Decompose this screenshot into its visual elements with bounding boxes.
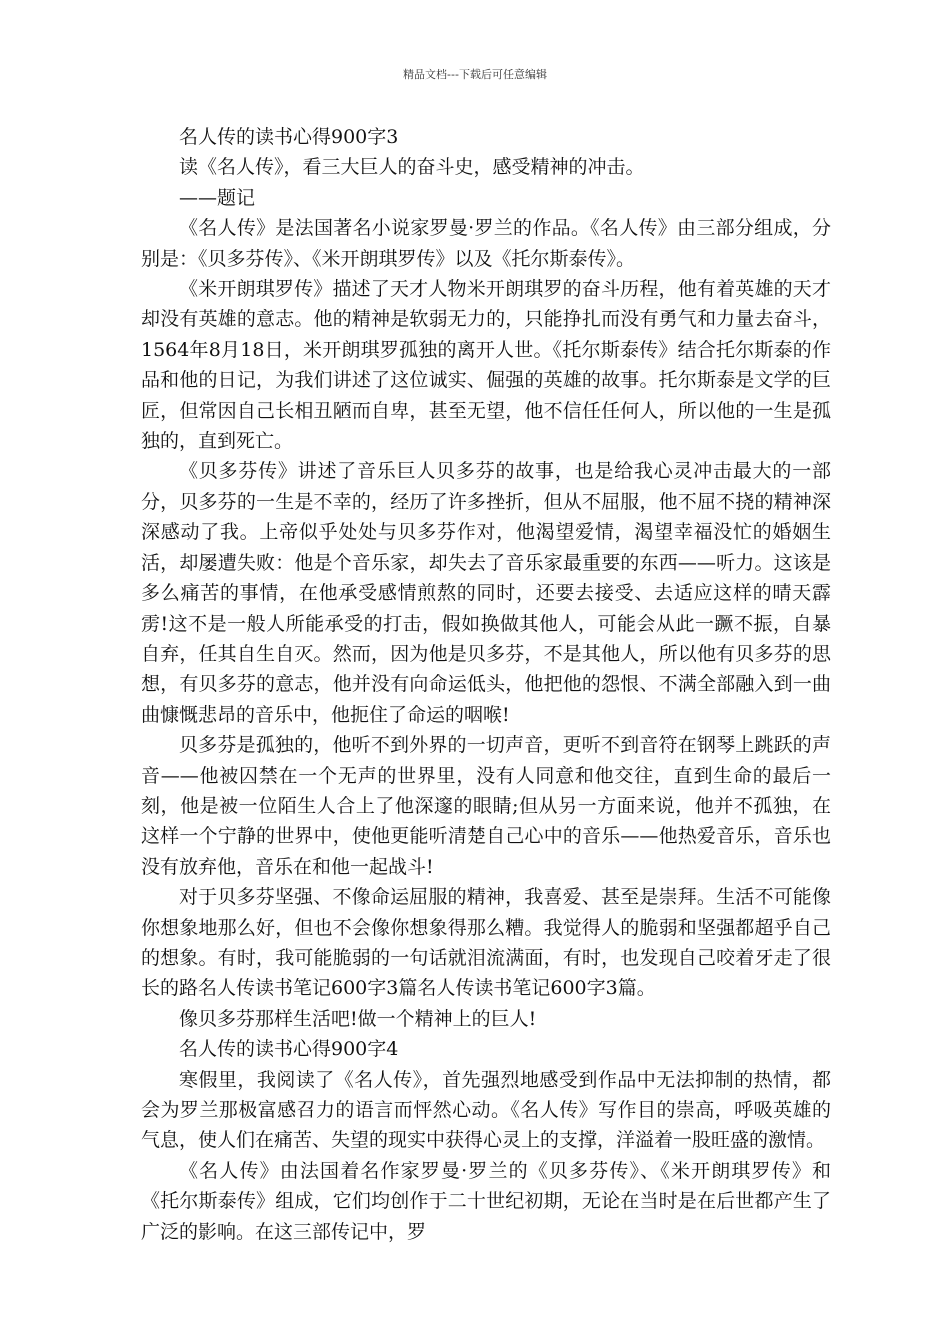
epigraph: 读《名人传》，看三大巨人的奋斗史，感受精神的冲击。: [179, 156, 645, 179]
paragraph-beethoven: 《贝多芬传》讲述了音乐巨人贝多芬的故事，也是给我心灵冲击最大的一部分，贝多芬的一生是不幸的，经历了许多挫折，但从不屈服，他不屈不挠的精神深深感动了我。上帝似乎处处与贝多芬作对，他渴望爱情，渴望幸福没忙的婚姻生活，却屡遭失败：他是个音乐家，却失去了音乐家最重要的东西——听力。这该是多么痛苦的事情，在他承受感情煎熬的同时，还要去接受、去适应这样的晴天霹雳!这不是一般人所能承受的打击，假如换做其他人，可能会从此一蹶不振，自暴自弃，任其自生自灭。然而，因为他是贝多芬，不是其他人，所以他有贝多芬的思想，有贝多芬的意志，他并没有向命运低头，他把他的怨恨、不满全部融入到一曲曲慷慨悲昂的音乐中，他扼住了命运的咽喉!: [141, 460, 831, 726]
paragraph-conclusion: 像贝多芬那样生活吧!做一个精神上的巨人!: [179, 1007, 537, 1030]
paragraph-intro: 《名人传》是法国著名小说家罗曼·罗兰的作品。《名人传》由三部分组成，分别是：《贝多芬传》、《米开朗琪罗传》以及《托尔斯泰传》。: [141, 217, 831, 270]
essay-title-4: 名人传的读书心得900字4: [179, 1038, 399, 1061]
paragraph-winter-reading: 寒假里，我阅读了《名人传》，首先强烈地感受到作品中无法抑制的热情，都会为罗兰那极富感召力的语言而怦然心动。《名人传》写作目的崇高，呼吸英雄的气息，使人们在痛苦、失望的现实中获得心灵上的支撑，洋溢着一股旺盛的激情。: [141, 1068, 831, 1152]
paragraph-composition: 《名人传》由法国着名作家罗曼·罗兰的《贝多芬传》、《米开朗琪罗传》和《托尔斯泰传》组成，它们均创作于二十世纪初期，无论在当时是在后世都产生了广泛的影响。在这三部传记中，罗: [141, 1159, 831, 1243]
page-header: 精品文档---下载后可任意编辑: [403, 68, 547, 81]
paragraph-beethoven-lonely: 贝多芬是孤独的，他听不到外界的一切声音，更听不到音符在钢琴上跳跃的声音——他被囚禁在一个无声的世界里，没有人同意和他交往，直到生命的最后一刻，他是被一位陌生人合上了他深邃的眼睛;但从另一方面来说，他并不孤独，在这样一个宁静的世界中，使他更能听清楚自己心中的音乐——他热爱音乐，音乐也没有放弃他，音乐在和他一起战斗!: [141, 734, 831, 878]
epigraph-attribution: ——题记: [179, 186, 256, 209]
document-body: [141, 122, 831, 1247]
essay-title-3: 名人传的读书心得900字3: [179, 126, 399, 148]
paragraph-admiration: 对于贝多芬坚强、不像命运屈服的精神，我喜爱、甚至是崇拜。生活不可能像你想象地那么好，但也不会像你想象得那么糟。我觉得人的脆弱和坚强都超乎自己的想象。有时，我可能脆弱的一句话就泪流满面，有时，也发现自己咬着牙走了很长的路名人传读书笔记600字3篇名人传读书笔记600字3篇。: [141, 886, 831, 1000]
paragraph-michelangelo: 《米开朗琪罗传》描述了天才人物米开朗琪罗的奋斗历程，他有着英雄的天才却没有英雄的意志。他的精神是软弱无力的，只能挣扎而没有勇气和力量去奋斗，1564年8月18日，米开朗琪罗孤独的离开人世。《托尔斯泰传》结合托尔斯泰的作品和他的日记，为我们讲述了这位诚实、倔强的英雄的故事。托尔斯泰是文学的巨匠，但常因自己长相丑陋而自卑，甚至无望，他不信任任何人，所以他的一生是孤独的，直到死亡。: [141, 278, 831, 453]
